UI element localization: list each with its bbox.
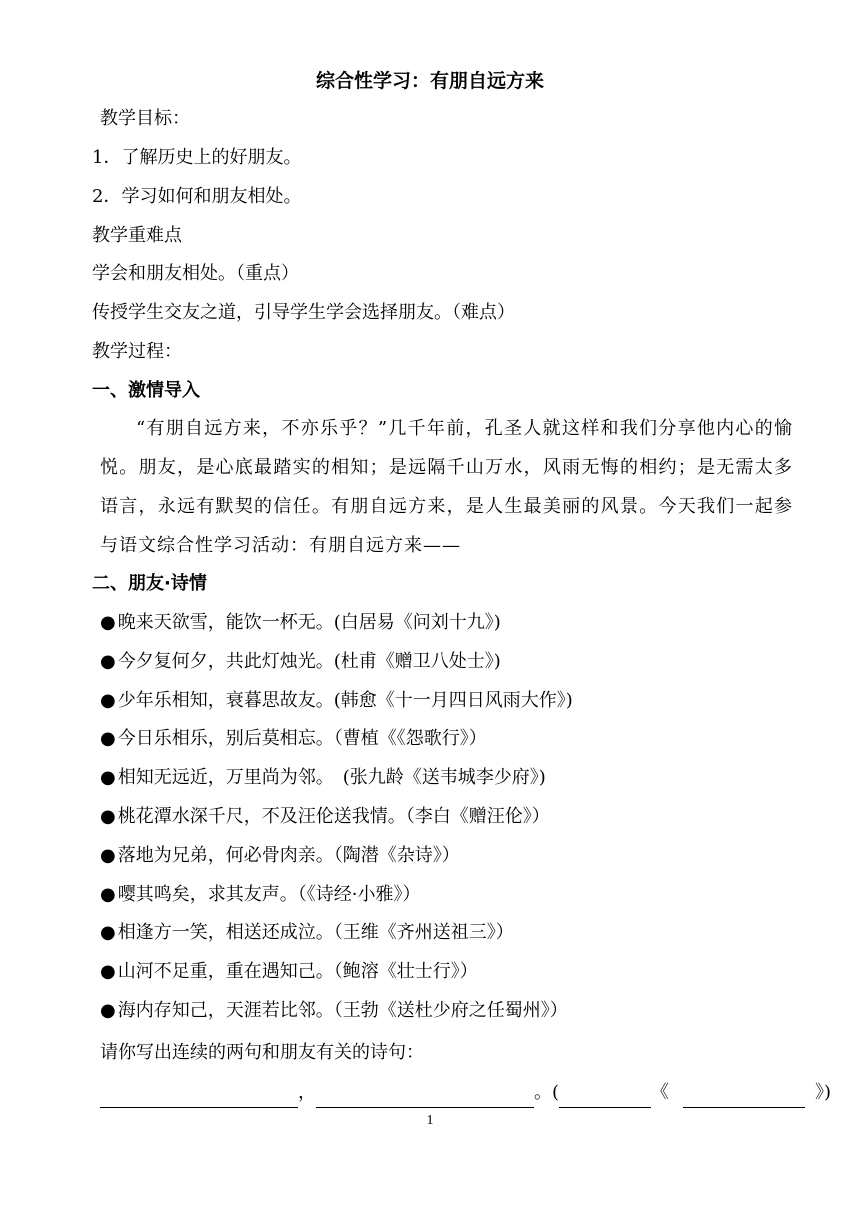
blank-line-2[interactable]	[316, 1087, 534, 1108]
section-2-heading: 二、朋友·诗情	[92, 573, 207, 594]
bullet-icon: ●	[100, 650, 116, 672]
poem-line	[100, 724, 487, 754]
bullet-icon: ●	[100, 1000, 116, 1021]
poem-line	[100, 841, 460, 871]
poem-text: 落地为兄弟，何必骨肉亲。（陶潜《杂诗》）	[117, 844, 460, 866]
difficult-point: 传授学生交友之道，引导学生学会选择朋友。（难点）	[92, 302, 515, 323]
bullet-icon: ●	[100, 922, 116, 944]
poem-text: 相逢方一笑，相送还成泣。（王维《齐州送祖三》）	[117, 922, 514, 944]
section-1-paragraph: “有朋自远方来，不亦乐乎？”几千年前，孔圣人就这样和我们分享他内心的愉悦。朋友，是心底最踏实的相知；是远隔千山万水，风雨无悔的相约；是无需太多语言，永远有默契的信任。有朋自远方来，是人生最美丽的风景。今天我们一起参与语文综合性学习活动：有朋自远方来——	[100, 418, 793, 556]
poem-text: 嘤其鸣矣，求其友声。（《诗经·小雅》）	[117, 883, 421, 905]
poem-text: 今夕复何夕，共此灯烛光。(杜甫《赠卫八处士》)	[117, 650, 501, 672]
page-title: 综合性学习：有朋自远方来	[315, 70, 544, 92]
blank-line-1[interactable]	[100, 1087, 298, 1108]
section-1-heading: 一、激情导入	[92, 380, 200, 401]
poem-text: 山河不足重，重在遇知己。（鲍溶《壮士行》）	[117, 961, 478, 983]
bullet-icon: ●	[100, 767, 116, 789]
blank-book-open: 《	[651, 1082, 670, 1103]
poem-line	[100, 608, 501, 638]
blank-comma: ，	[298, 1082, 316, 1103]
bullet-icon: ●	[100, 806, 116, 827]
poem-line	[100, 802, 550, 832]
poem-text: 晚来天欲雪，能饮一杯无。(白居易《问刘十九》)	[117, 612, 501, 633]
poem-line	[100, 957, 478, 987]
bullet-icon: ●	[100, 728, 116, 750]
bullet-icon: ●	[100, 612, 116, 633]
blank-period-open: 。(	[534, 1082, 560, 1103]
blank-title[interactable]	[683, 1087, 805, 1108]
poem-line	[100, 686, 573, 716]
poem-line	[100, 880, 420, 910]
bullet-icon: ●	[100, 961, 116, 983]
fill-in-blanks	[100, 1078, 831, 1108]
poem-text: 桃花潭水深千尺，不及汪伦送我情。（李白《赠汪伦》）	[117, 806, 550, 827]
bullet-icon: ●	[100, 689, 116, 711]
key-points-label: 教学重难点	[92, 225, 182, 246]
bullet-icon: ●	[100, 883, 116, 905]
fill-in-prompt: 请你写出连续的两句和朋友有关的诗句：	[100, 1042, 424, 1063]
blank-author[interactable]	[559, 1087, 651, 1108]
key-point: 学会和朋友相处。（重点）	[92, 263, 299, 284]
poem-line	[100, 996, 568, 1026]
page-number: 1	[426, 1113, 434, 1128]
objective-1: 1．了解历史上的好朋友。	[92, 147, 302, 168]
poem-text: 相知无远近，万里尚为邻。 (张九龄《送韦城李少府》)	[117, 767, 546, 789]
poem-text: 海内存知己，天涯若比邻。（王勃《送杜少府之任蜀州》）	[117, 1000, 568, 1021]
bullet-icon: ●	[100, 844, 116, 866]
objective-2: 2．学习如何和朋友相处。	[92, 186, 302, 207]
poem-line	[100, 763, 546, 793]
poem-text: 少年乐相知，衰暮思故友。(韩愈《十一月四日风雨大作》)	[117, 689, 573, 711]
blank-book-close: 》)	[815, 1082, 832, 1103]
objectives-label: 教学目标：	[100, 108, 190, 129]
poem-line	[100, 647, 501, 677]
poem-text: 今日乐相乐，别后莫相忘。（曹植《《怨歌行》）	[117, 728, 487, 750]
poem-line	[100, 918, 514, 948]
process-label: 教学过程：	[92, 341, 182, 362]
